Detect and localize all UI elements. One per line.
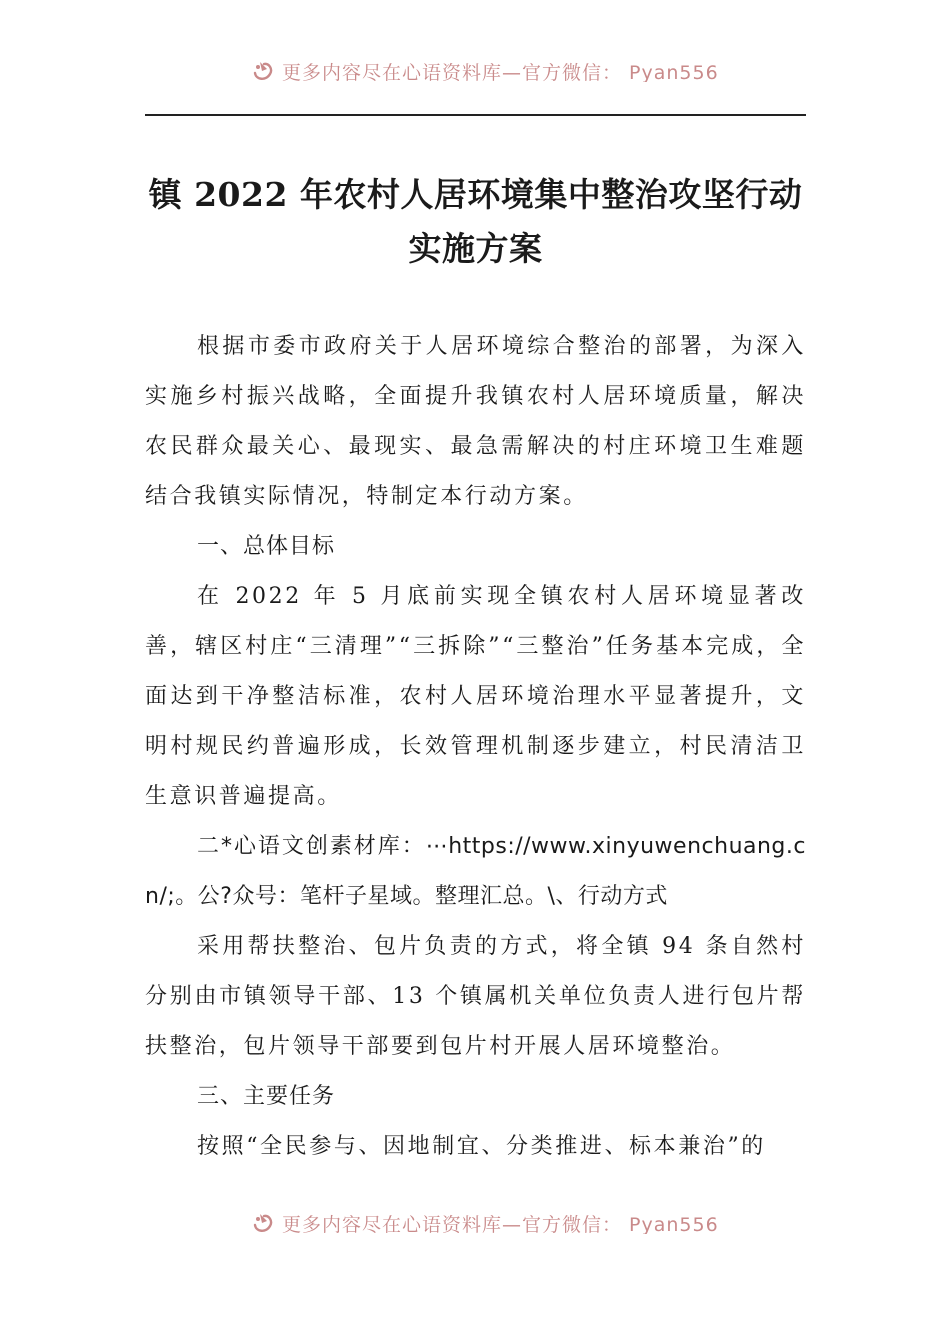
title-line-2: 实施方案 — [408, 229, 543, 268]
header-rule — [145, 114, 806, 116]
watermark-bottom — [0, 1208, 950, 1234]
section-heading-action-method: 二*心语文创素材库：⋯https://www.xinyuwenchuang.cn/;。公?众号：笔杆子星域。整理汇总。\、行动方式 — [145, 834, 806, 909]
brand-logo-icon — [252, 1210, 276, 1234]
section-heading-main-tasks: 三、主要任务 — [197, 1084, 336, 1109]
section-heading-overall-goal: 一、总体目标 — [197, 534, 336, 559]
tasks-paragraph: 按照“全民参与、因地制宜、分类推进、标本兼治”的 — [197, 1134, 766, 1159]
brand-logo-icon — [252, 58, 276, 82]
watermark-text: 更多内容尽在心语资料库—官方微信： Pyan556 — [282, 1214, 719, 1234]
title-line-1: 镇 2022 年农村人居环境集中整治攻坚行动 — [148, 175, 803, 214]
intro-paragraph: 根据市委市政府关于人居环境综合整治的部署，为深入实施乡村振兴战略，全面提升我镇农村人居环境质量，解决农民群众最关心、最现实、最急需解决的村庄环境卫生难题结合我镇实际情况，特制定本行动方案。 — [145, 334, 806, 509]
goal-paragraph: 在 2022 年 5 月底前实现全镇农村人居环境显著改善，辖区村庄“三清理”“三拆除”“三整治”任务基本完成，全面达到干净整洁标准，农村人居环境治理水平显著提升，文明村规民约普遍形成，长效管理机制逐步建立，村民清洁卫生意识普遍提高。 — [145, 584, 806, 809]
document-body — [145, 322, 806, 1172]
watermark-text: 更多内容尽在心语资料库—官方微信： Pyan556 — [282, 62, 719, 82]
document-title — [145, 168, 806, 276]
method-paragraph: 采用帮扶整治、包片负责的方式，将全镇 94 条自然村分别由市镇领导干部、13 个镇属机关单位负责人进行包片帮扶整治，包片领导干部要到包片村开展人居环境整治。 — [145, 934, 806, 1059]
watermark-top — [0, 56, 950, 82]
